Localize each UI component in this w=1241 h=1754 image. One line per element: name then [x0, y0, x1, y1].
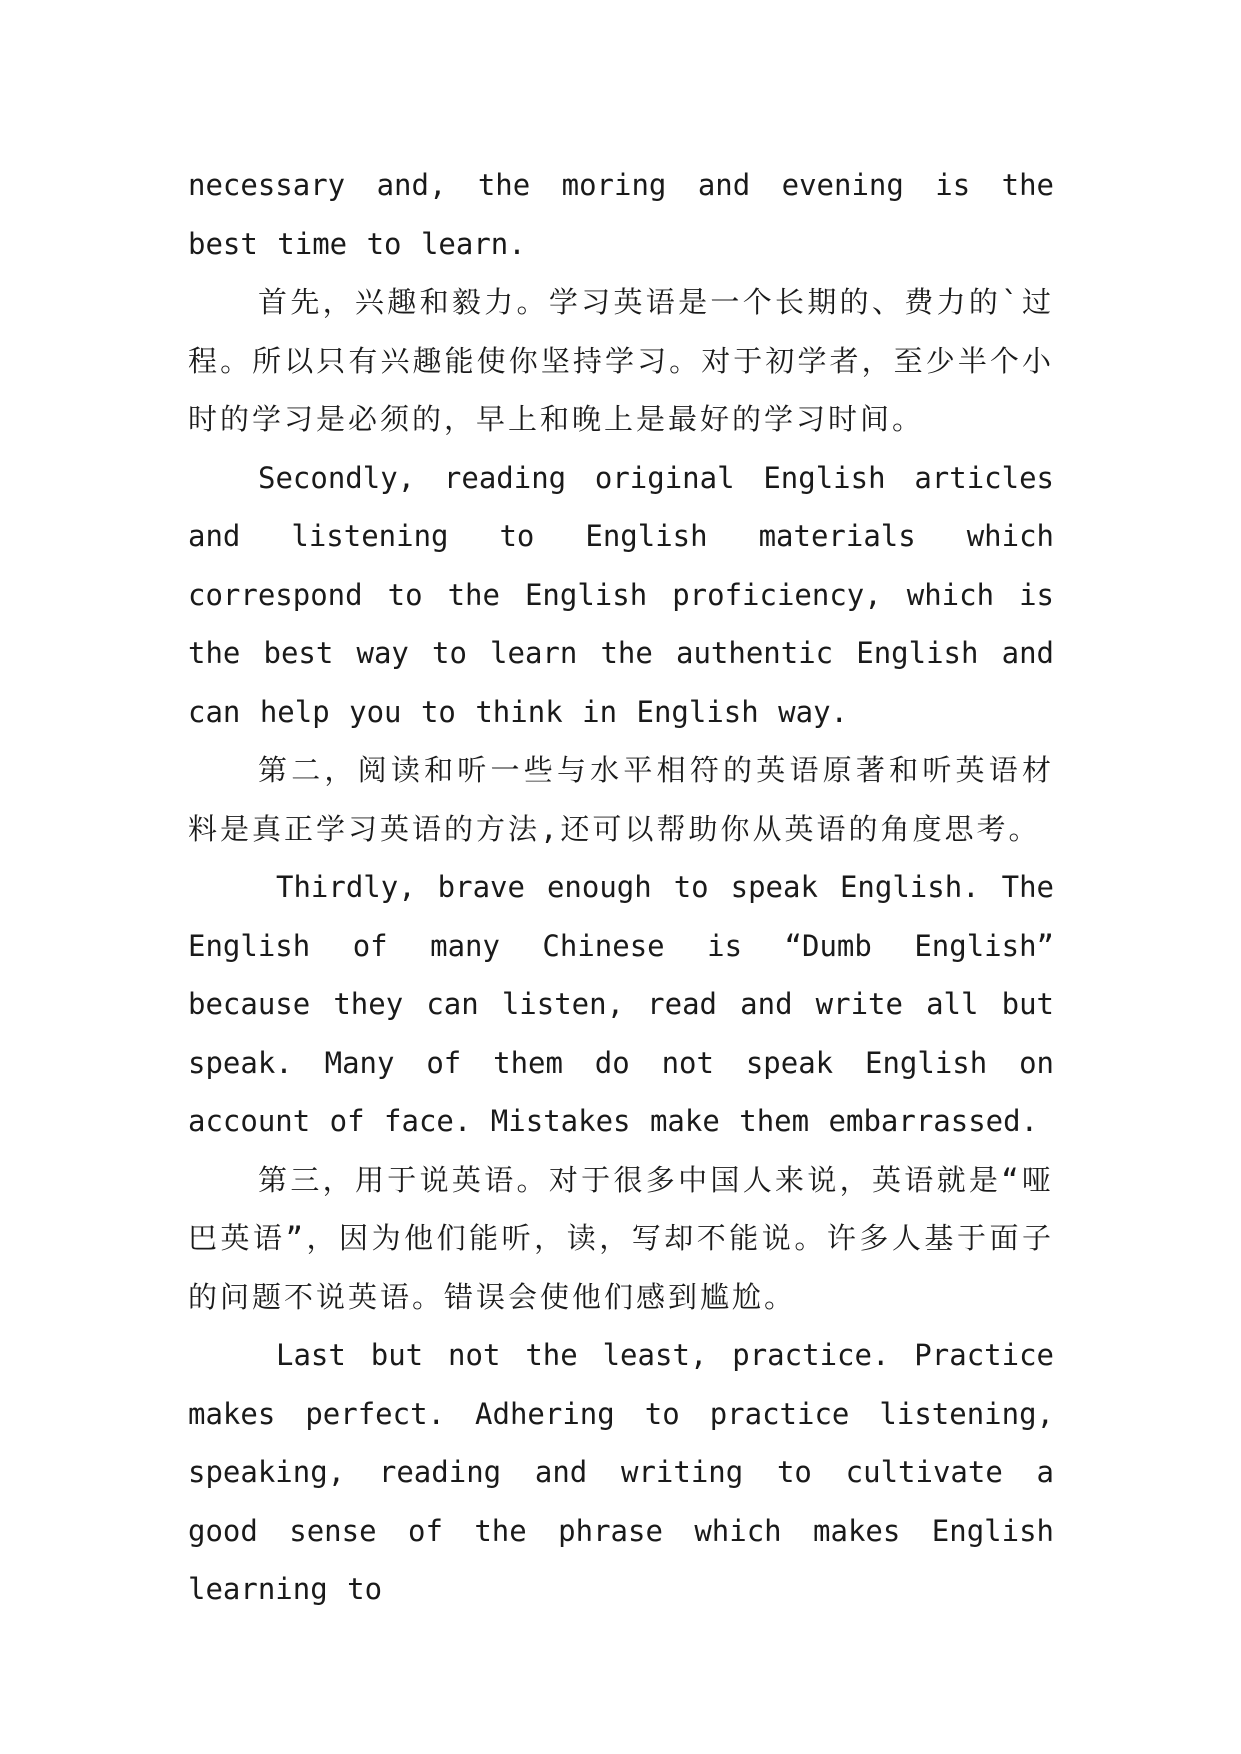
paragraph-learning-time: necessary and, the moring and evening is the best time to learn. [188, 168, 1054, 261]
paragraph-reading-listening: Secondly, reading original English articles and listening to English materials which correspond to the English proficiency, which is the best way to learn the authentic English and can help you to think in English way. [188, 460, 1054, 729]
paragraph-practice: Last but not the least, practice. Practice makes perfect. Adhering to practice listening, speaking, reading and writing to cultivate a good sense of the phrase which makes English learning to [188, 1338, 1054, 1606]
paragraph-speaking: Thirdly, brave enough to speak English. The English of many Chinese is “Dumb English” because they can listen, read and write all but speak. Many of them do not speak English on account of face. Mistakes make them embarrassed. [188, 870, 1054, 1138]
document-body [188, 156, 1054, 1619]
paragraph-zh-reading: 第二，阅读和听一些与水平相符的英语原著和听英语材料是真正学习英语的方法,还可以帮助你从英语的角度思考。 [188, 753, 1054, 846]
paragraph-zh-interest: 首先，兴趣和毅力。学习英语是一个长期的、费力的`过程。所以只有兴趣能使你坚持学习。对于初学者，至少半个小时的学习是必须的，早上和晚上是最好的学习时间。 [188, 285, 1054, 436]
paragraph-zh-speaking: 第三，用于说英语。对于很多中国人来说，英语就是“哑巴英语”，因为他们能听，读，写却不能说。许多人基于面子的问题不说英语。错误会使他们感到尴尬。 [188, 1162, 1054, 1314]
